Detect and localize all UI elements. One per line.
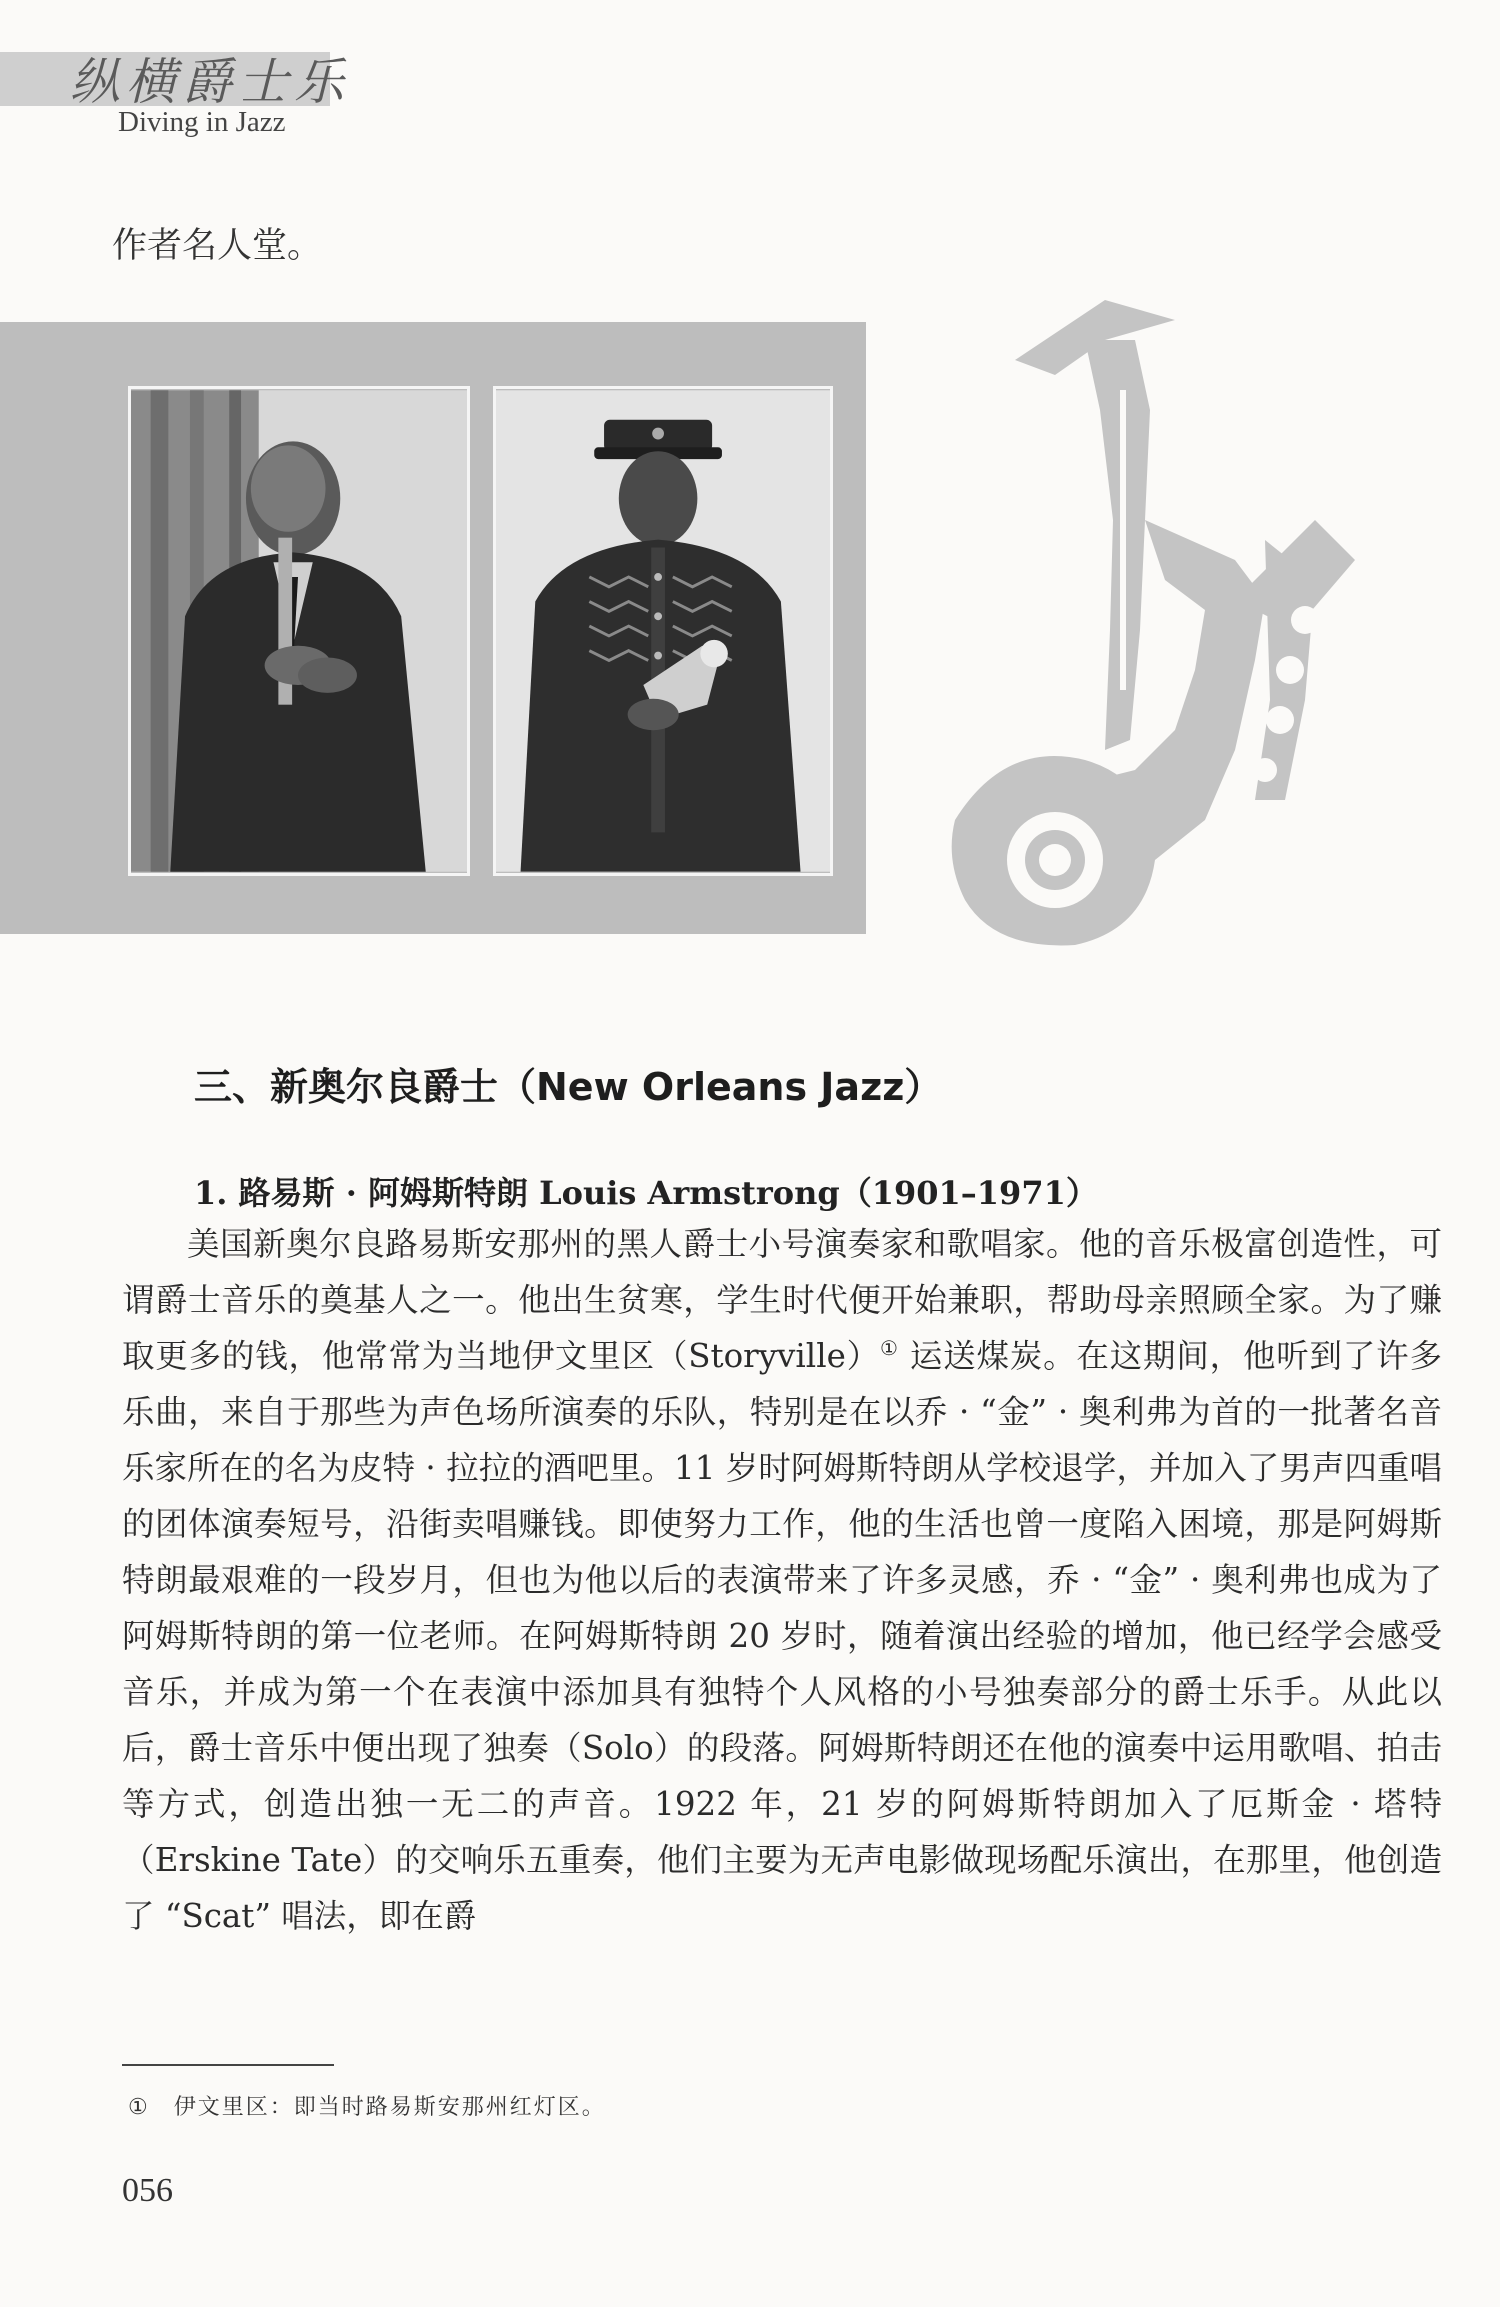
photo-musician-portrait-right xyxy=(493,386,833,876)
footnote xyxy=(128,2090,606,2121)
book-subtitle: Diving in Jazz xyxy=(118,106,286,138)
book-title: 纵横爵士乐 xyxy=(70,53,350,111)
band-uniform-musician-photo xyxy=(496,389,830,873)
photo-musician-portrait-left xyxy=(128,386,470,876)
musician-with-trumpet-photo xyxy=(131,389,467,873)
body-paragraph xyxy=(122,1216,1442,1944)
footnote-marker: ① xyxy=(128,2095,150,2120)
footnote-text: 伊文里区：即当时路易斯安那州红灯区。 xyxy=(173,2095,606,2120)
footnote-divider xyxy=(122,2064,334,2066)
body-text-part2: 运送煤炭。在这期间，他听到了许多乐曲，来自于那些为声色场所演奏的乐队，特别是在以乔 · “金” · 奥利弗为首的一批著名音乐家所在的名为皮特 · 拉拉的酒吧里。11 岁时阿姆斯特朗从学校退学，并加入了男声四重唱的团体演奏短号，沿街卖唱赚钱。即使努力工作，他的生活也曾一度陷入困境，那是阿姆斯特朗最艰难的一段岁月，但也为他以后的表演带来了许多灵感，乔 · “金” · 奥利弗也成为了阿姆斯特朗的第一位老师。在阿姆斯特朗 20 岁时，随着演出经验的增加，他已经学会感受音乐，并成为第一个在表演中添加具有独特个人风格的小号独奏部分的爵士乐手。从此以后，爵士音乐中便出现了独奏（Solo）的段落。阿姆斯特朗还在他的演奏中运用歌唱、拍击等方式，创造出独一无二的声音。1922 年，21 岁的阿姆斯特朗加入了厄斯金 · 塔特（Erskine Tate）的交响乐五重奏，他们主要为无声电影做现场配乐演出，在那里，他创造了 “Scat” 唱法，即在爵 xyxy=(122,1337,1442,1935)
page-number: 056 xyxy=(122,2172,173,2209)
body-text xyxy=(122,1216,1442,1944)
intro-line: 作者名人堂。 xyxy=(112,226,323,266)
section-heading: 三、新奥尔良爵士（New Orleans Jazz） xyxy=(194,1065,943,1109)
body-text-part1: 美国新奥尔良路易斯安那州的黑人爵士小号演奏家和歌唱家。他的音乐极富创造性，可谓爵士音乐的奠基人之一。他出生贫寒，学生时代便开始兼职，帮助母亲照顾全家。为了赚取更多的钱，他常常为当地伊文里区（Storyville） xyxy=(122,1225,1442,1375)
saxophone-illustration xyxy=(935,300,1455,950)
footnote-reference: ① xyxy=(879,1336,899,1361)
subsection-heading: 1. 路易斯 · 阿姆斯特朗 Louis Armstrong（1901–1971） xyxy=(194,1174,1098,1212)
